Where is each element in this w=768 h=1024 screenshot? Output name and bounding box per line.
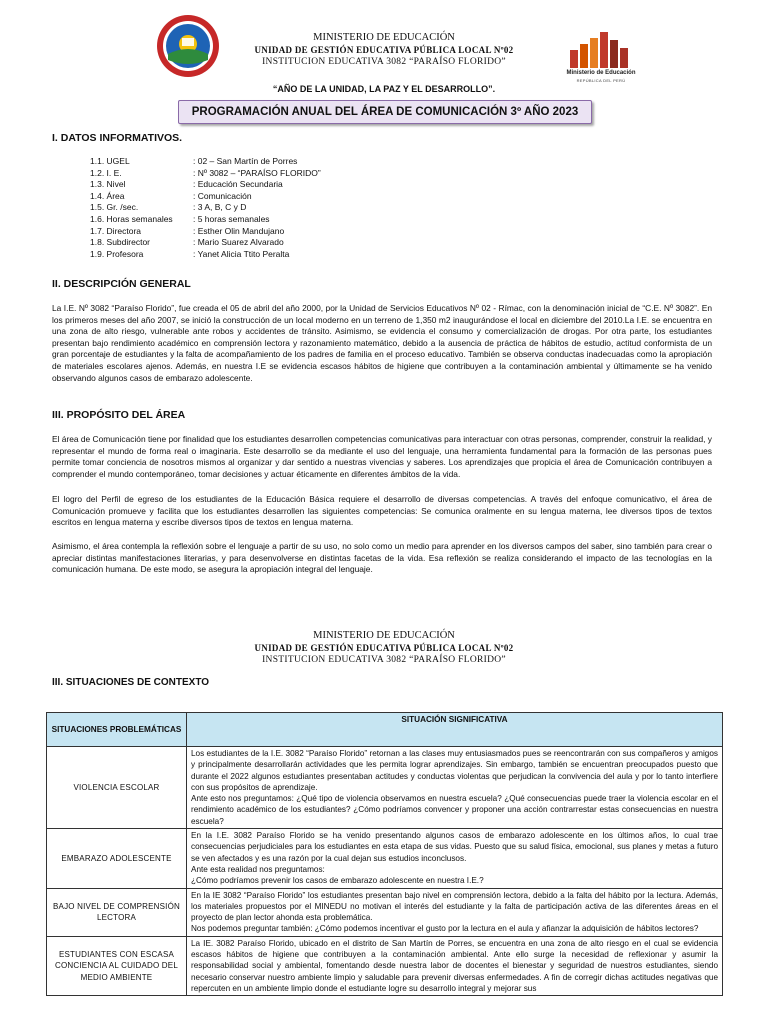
situacion-significativa-cell: Los estudiantes de la I.E. 3082 “Paraíso Florido” retornan a las clases muy entusiasmados pues se reencontrarán con sus compañeros y amigos y principalmente desarrollarán actividades que les permita lograr aprendizajes. Sin embargo, también se encuentran preocupados puesto que durante el 2022 algunos estudiantes presentaban actitudes y conductas violentas que perjudican la convivencia del aula y por lo tanto interfiere con sus propósitos de aprendizaje. Ante esto nos preguntamos: ¿Qué tipo de violencia observamos en nuestra escuela? ¿Qué consecuencias puede traer la violencia escolar en el rendimiento académico de los estudiantes? ¿Cómo podríamos convencer y proponer una acción contrarrestar estas consecuencias en nuestra escuela? [187,747,723,829]
datos-label: 1.9. Profesora [90,248,144,259]
datos-label: 1.7. Directora [90,225,142,236]
school-title-2: INSTITUCION EDUCATIVA 3082 “PARAÍSO FLORIDO” [262,655,506,665]
table-row [47,888,723,936]
table-row [47,829,723,888]
ugel-title: UNIDAD DE GESTIÓN EDUCATIVA PÚBLICA LOCAL Nº02 [254,45,514,55]
datos-value: : Educación Secundaria [193,179,283,190]
page1-header [0,32,768,68]
situacion-problematica-cell: ESTUDIANTES CON ESCASA CONCIENCIA AL CUIDADO DEL MEDIO AMBIENTE [47,936,187,995]
year-motto: “AÑO DE LA UNIDAD, LA PAZ Y EL DESARROLLO”. [272,84,496,94]
datos-value: : 5 horas semanales [193,214,270,224]
datos-value: : Mario Suarez Alvarado [193,237,284,248]
header-situacion-significativa: SITUACIÓN SIGNIFICATIVA [187,713,723,747]
table-row [47,747,723,829]
datos-label: 1.6. Horas semanales [90,214,173,224]
situacion-problematica-cell: BAJO NIVEL DE COMPRENSIÓN LECTORA [47,888,187,936]
datos-value: : Comunicación [193,190,252,201]
datos-value: : 02 – San Martín de Porres [193,156,298,166]
ministry-title-2: MINISTERIO DE EDUCACIÓN [313,630,455,641]
ministry-logo-caption: Ministerio de Educación [566,70,636,76]
datos-label: 1.4. Área [90,190,125,201]
datos-label: 1.1. UGEL [90,156,130,166]
datos-label: 1.2. I. E. [90,167,122,178]
datos-value: : Yanet Alicia Ttito Peralta [193,248,290,259]
descripcion-paragraph: La I.E. Nº 3082 “Paraíso Florido”, fue creada el 05 de abril del año 2000, por la Unidad de Servicios Educativos Nº 02 - Rímac, con la denominación inicial de “C.E. Nº 3082”. En los primeros meses del año 2007, se inició la construcción de un local moderno en un terreno de 1,350 m2 inaugurándose el local en diciembre del 2010.La I.E. se encuentra en una zona de alto riesgo, vulnerable ante robos y accidentes de tránsito. Asimismo, se evidencia el consumo y comercialización de drogas. Por otra parte, los estudiantes presentan bajo rendimiento académico en comprensión lectora y razonamiento matemático, debido a la ausencia de práctica de hábitos de estudio, actitud conformista de un gran porcentaje de estudiantes y la falta de acompañamiento de los padres de familia en el proceso educativo. También se observa conductas inadecuadas como la apropiación de materiales escolares ajenos. Además, en nuestra I.E se evidencia escasos hábitos de higiene que contribuyen a la contaminación ambiental y últimamente se ha venido observando algunos casos de embarazo adolescente. [52,303,712,383]
situaciones-table [46,712,723,996]
datos-label: 1.8. Subdirector [90,237,151,248]
section-datos-informativos: I. DATOS INFORMATIVOS. [52,132,183,144]
datos-value: : Esther Olin Mandujano [193,225,285,236]
datos-value: : 3 A, B, C y D [193,202,247,213]
situacion-problematica-cell: VIOLENCIA ESCOLAR [47,747,187,829]
datos-label: 1.3. Nivel [90,179,126,190]
document-title: PROGRAMACIÓN ANUAL DEL ÁREA DE COMUNICACIÓN 3º AÑO 2023 [178,100,592,124]
situacion-problematica-cell: EMBARAZO ADOLESCENTE [47,829,187,888]
section-situaciones-contexto: III. SITUACIONES DE CONTEXTO [52,677,210,688]
situacion-significativa-cell: En la I.E. 3082 Paraíso Florido se ha venido presentando algunos casos de embarazo adolescente en los últimos años, lo cual trae consecuencias perjudiciales para los estudiantes en esta etapa de sus vidas. Puesto que su salud física, emocional, sus planes y metas a futuro se ven afectados y es una razón por la cual dejan sus estudios inconclusos. Ante esta realidad nos preguntamos: ¿Cómo podríamos prevenir los casos de embarazo adolescente en nuestra I.E.? [187,829,723,888]
ministry-title: MINISTERIO DE EDUCACIÓN [313,32,455,43]
section-descripcion-general: II. DESCRIPCIÓN GENERAL [52,278,191,290]
proposito-paragraph-1: El área de Comunicación tiene por finalidad que los estudiantes desarrollen competencias comunicativas para interactuar con otras personas, comprender, construir la realidad, y representar el mundo de forma real o imaginaria. Este desarrollo se da mediante el uso del lenguaje, una herramienta fundamental para la formación de las personas pues permite tomar conciencia de nosotros mismos al organizar y dar sentido a nuestras vivencias y saberes. Los aprendizajes que propicia el área de Comunicación contribuyen a comprender el mundo contemporáneo, tomar decisiones y actuar éticamente en diferentes ámbitos de la vida. [52,434,712,479]
table-row [47,936,723,995]
proposito-paragraph-3: Asimismo, el área contempla la reflexión sobre el lenguaje a partir de su uso, no solo como un medio para aprender en los diversos campos del saber, sino también para crear o apreciar distintas manifestaciones literarias, y para desenvolverse en distintas facetas de la vida. Esa reflexión se realiza considerando el impacto de las tecnologías en la comunicación humana. De este modo, se asegura la apropiación integral del lenguaje. [52,541,712,575]
section-proposito-area: III. PROPÓSITO DEL ÁREA [52,409,186,421]
ministry-logo-icon [560,30,642,70]
header-situaciones-problematicas: SITUACIONES PROBLEMÁTICAS [47,713,187,747]
proposito-paragraph-2: El logro del Perfil de egreso de los estudiantes de la Educación Básica requiere el desarrollo de diversas competencias. A través del enfoque comunicativo, el área de Comunicación promueve y facilita que los estudiantes desarrollen las siguientes competencias: Se comunica oralmente en su lengua materna, lee diversos tipos de textos escritos en lengua materna y escribe diversos tipos de textos en lengua materna. [52,494,712,528]
ugel-title-2: UNIDAD DE GESTIÓN EDUCATIVA PÚBLICA LOCAL Nº02 [254,643,514,653]
ministry-logo-subcaption: REPÚBLICA DEL PERÚ [576,78,626,83]
page2-header [0,630,768,666]
datos-value: : Nº 3082 – “PARAÍSO FLORIDO” [193,167,321,178]
situacion-significativa-cell: En la IE 3082 “Paraíso Florido” los estudiantes presentan bajo nivel en comprensión lectora, debido a la falta del hábito por la lectura. Además, los materiales propuestos por el MINEDU no motivan el interés del estudiante y la falta de participación activa de las diferentes áreas en el proyecto de plan lector ahonda esta problemática. Nos podemos preguntar también: ¿Cómo podemos incentivar el gusto por la lectura en el aula y afianzar la adquisición de hábitos lectores? [187,888,723,936]
school-title: INSTITUCION EDUCATIVA 3082 “PARAÍSO FLORIDO” [262,57,506,67]
situacion-significativa-cell: La IE. 3082 Paraíso Florido, ubicado en el distrito de San Martín de Porres, se encuentra en una zona de alto riesgo en el cual se evidencia escasos hábitos de higiene que contribuyen a la contaminación ambiental. Ante ello surge la necesidad de reflexionar y asumir la responsabilidad social y ambiental, fomentando desde nuestra labor de docentes el bienestar y seguridad de nuestros estudiantes, siendo necesario conservar nuestro ambiente limpio y saludable para prevenir diversas enfermedades. A fin de corregir dichas actitudes negativas que repercuten en un ambiente limpio donde el estudiante logre su desarrollo integral y mejorar sus [187,936,723,995]
datos-label: 1.5. Gr. /sec. [90,202,139,213]
